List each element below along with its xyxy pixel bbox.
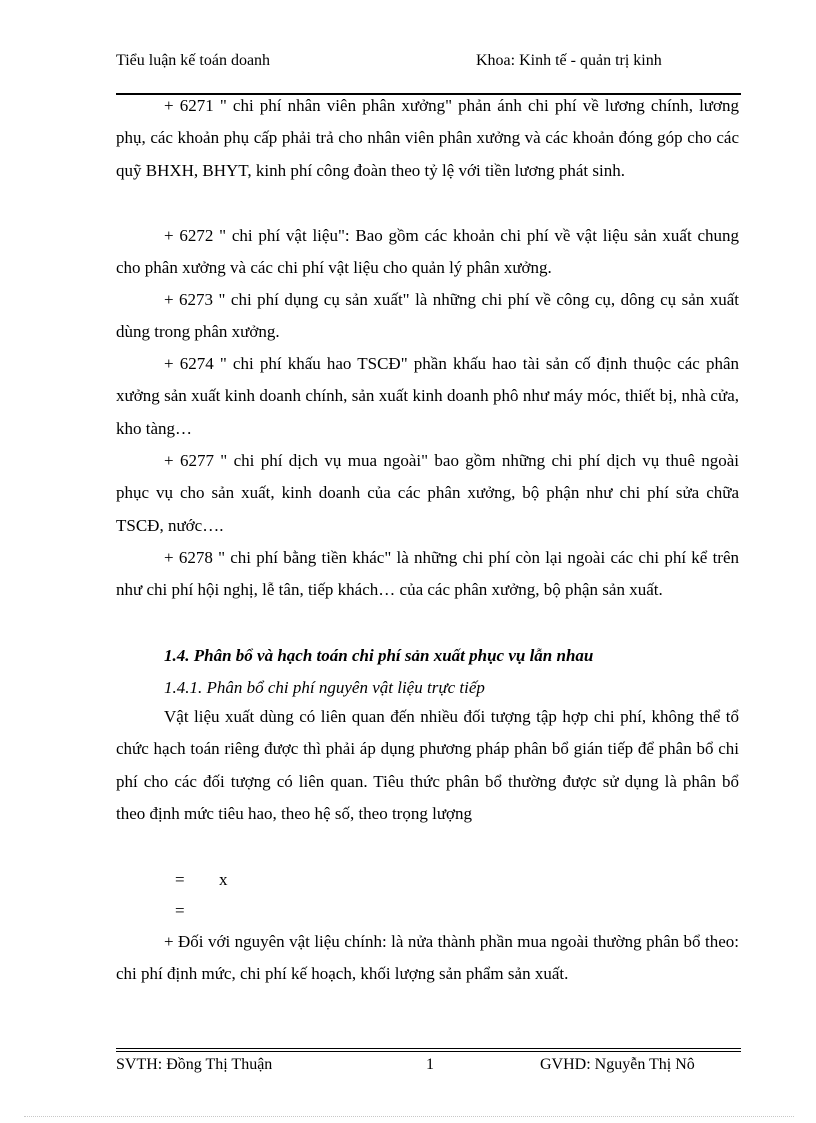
formula-equals-2: = [175, 901, 185, 920]
formula-equals: = [175, 870, 185, 889]
section-heading: 1.4. Phân bổ và hạch toán chi phí sản xuất phục vụ lẫn nhau [164, 646, 594, 665]
header-left: Tiểu luận kế toán doanh [116, 52, 271, 69]
paragraph-6272: + 6272 " chi phí vật liệu": Bao gồm các khoản chi phí về vật liệu sản xuất chung cho phân xưởng và các chi phí vật liệu cho quản lý phân xưởng. [116, 226, 739, 278]
paragraph-allocation: Vật liệu xuất dùng có liên quan đến nhiều đối tượng tập hợp chi phí, không thể tổ chức hạch toán riêng được thì phải áp dụng phương pháp phân bổ gián tiếp để phân bổ chi phí cho các đối tượng có liên quan. Tiêu thức phân bổ thường được sử dụng là phân bổ theo định mức tiêu hao, theo hệ số, theo trọng lượng [116, 707, 739, 824]
header-right: Khoa: Kinh tế - quản trị kinh [476, 52, 662, 69]
paragraph-6278: + 6278 " chi phí bằng tiền khác" là những chi phí còn lại ngoài các chi phí kể trên như chi phí hội nghị, lễ tân, tiếp khách… của các phân xưởng, bộ phận sản xuất. [116, 548, 739, 600]
page-number: 1 [426, 1056, 434, 1073]
paragraph-main-materials: + Đối với nguyên vật liệu chính: là nửa thành phần mua ngoài thường phân bổ theo: chi phí định mức, chi phí kế hoạch, khối lượng sản phẩm sản xuất. [116, 932, 739, 984]
paragraph-6273: + 6273 " chi phí dụng cụ sản xuất" là những chi phí về công cụ, dông cụ sản xuất dùng trong phân xưởng. [116, 290, 739, 342]
formula-times: x [219, 870, 228, 889]
paragraph-6277: + 6277 " chi phí dịch vụ mua ngoài" bao gồm những chi phí dịch vụ thuê ngoài phục vụ cho sản xuất, kinh doanh của các phân xưởng, bộ phận như chi phí sửa chữa TSCĐ, nước…. [116, 451, 739, 535]
footer-rule [116, 1048, 741, 1049]
footer-advisor: GVHD: Nguyễn Thị Nô [540, 1056, 695, 1073]
footer-student: SVTH: Đồng Thị Thuận [116, 1056, 273, 1073]
paragraph-6271: + 6271 " chi phí nhân viên phân xưởng" phản ánh chi phí về lương chính, lương phụ, các khoản phụ cấp phải trả cho nhân viên phân xưởng và các khoản đóng góp cho các quỹ BHXH, BHYT, kinh phí công đoàn theo tỷ lệ với tiền lương phát sinh. [116, 96, 739, 180]
page-edge [24, 1116, 794, 1117]
footer-rule-double [116, 1051, 741, 1052]
subsection-heading: 1.4.1. Phân bổ chi phí nguyên vật liệu trực tiếp [164, 678, 485, 697]
paragraph-6274: + 6274 " chi phí khấu hao TSCĐ" phần khấu hao tài sản cố định thuộc các phân xưởng sản xuất kinh doanh chính, sản xuất kinh doanh phô như máy móc, thiết bị, nhà cửa, kho tàng… [116, 354, 739, 438]
